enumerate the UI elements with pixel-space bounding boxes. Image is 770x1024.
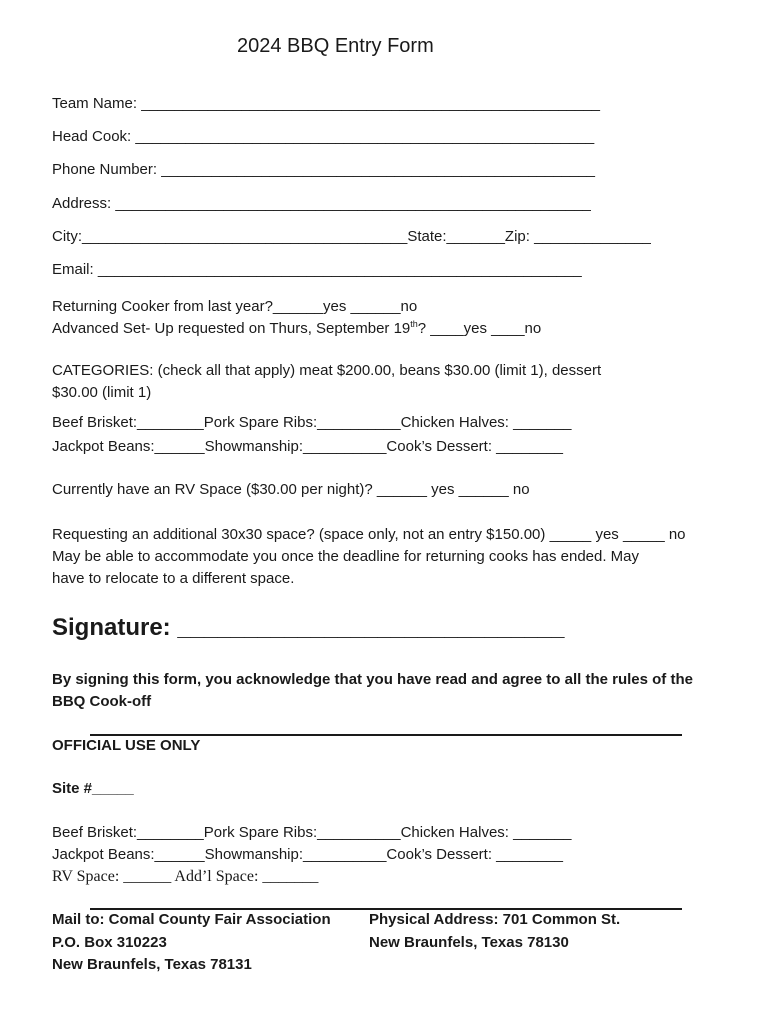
official-rv-space-field[interactable]: RV Space: ______ Add’l Space: _______ (52, 868, 319, 885)
returning-cooker-question[interactable]: Returning Cooker from last year?______yes ______no (52, 298, 418, 315)
physical-line-1: Physical Address: 701 Common St. (369, 911, 621, 928)
advanced-setup-options: ? ____yes ____no (417, 320, 542, 337)
physical-line-2: New Braunfels, Texas 78130 (369, 934, 569, 951)
official-use-heading: OFFICIAL USE ONLY (52, 737, 201, 754)
categories-text-line2: $30.00 (limit 1) (52, 384, 152, 401)
acknowledgement-line2: BBQ Cook-off (52, 693, 152, 710)
address-field[interactable]: Address: _________________________________________________________ (52, 195, 591, 212)
mail-line-3: New Braunfels, Texas 78131 (52, 956, 252, 973)
mail-line-2: P.O. Box 310223 (52, 934, 167, 951)
categories-text-line1: CATEGORIES: (check all that apply) meat $200.00, beans $30.00 (limit 1), dessert (52, 362, 602, 379)
advanced-setup-question[interactable] (52, 319, 541, 339)
official-category-row-2[interactable]: Jackpot Beans:______Showmanship:__________Cook’s Dessert: ________ (52, 846, 563, 863)
category-row-2[interactable]: Jackpot Beans:______Showmanship:__________Cook’s Dessert: ________ (52, 438, 563, 455)
acknowledgement-line1: By signing this form, you acknowledge that you have read and agree to all the rules of the (52, 671, 693, 688)
rv-space-question[interactable]: Currently have an RV Space ($30.00 per night)? ______ yes ______ no (52, 481, 530, 498)
head-cook-field[interactable]: Head Cook: _______________________________________________________ (52, 128, 595, 145)
site-number-field[interactable]: Site #_____ (52, 780, 134, 797)
additional-space-note-line1: May be able to accommodate you once the deadline for returning cooks has ended. May (52, 548, 640, 565)
email-field[interactable]: Email: __________________________________________________________ (52, 261, 582, 278)
mail-line-1: Mail to: Comal County Fair Association (52, 911, 331, 928)
signature-field[interactable]: Signature: _____________________________ (52, 614, 565, 641)
city-state-zip-field[interactable]: City:_______________________________________State:_______Zip: ______________ (52, 228, 651, 245)
ordinal-suffix: th (410, 319, 418, 329)
phone-number-field[interactable]: Phone Number: ____________________________________________________ (52, 161, 596, 178)
additional-space-note-line2: have to relocate to a different space. (52, 570, 295, 587)
advanced-setup-text: Advanced Set- Up requested on Thurs, September 19 (52, 320, 411, 337)
team-name-field[interactable]: Team Name: _______________________________________________________ (52, 95, 601, 112)
official-category-row-1[interactable]: Beef Brisket:________Pork Spare Ribs:__________Chicken Halves: _______ (52, 824, 572, 841)
category-row-1[interactable]: Beef Brisket:________Pork Spare Ribs:__________Chicken Halves: _______ (52, 414, 572, 431)
page-title: 2024 BBQ Entry Form (237, 35, 434, 57)
additional-space-question[interactable]: Requesting an additional 30x30 space? (space only, not an entry $150.00) _____ yes _____ no (52, 526, 686, 543)
